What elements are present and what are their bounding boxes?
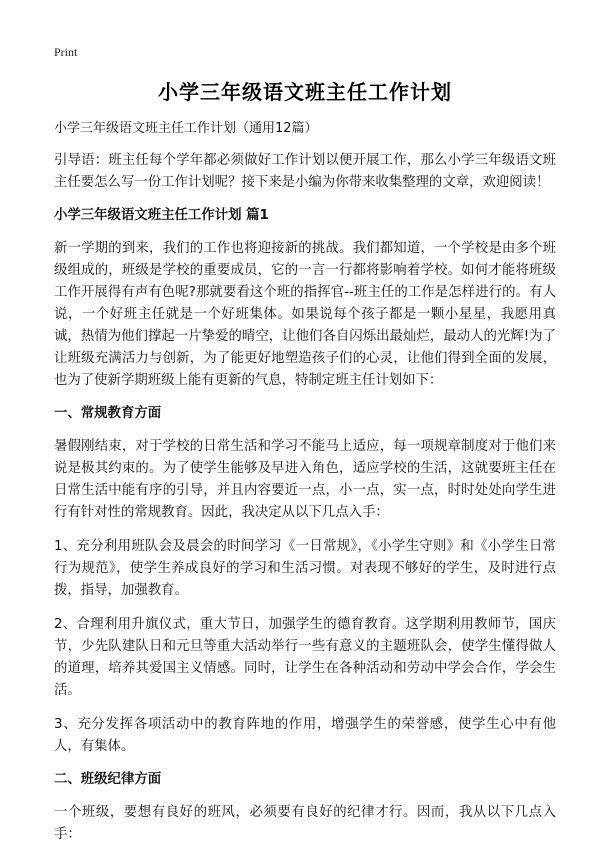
- intro-paragraph: 引导语：班主任每个学年都必须做好工作计划以便开展工作，那么小学三年级语文班主任要怎么写一份工作计划呢？接下来是小编为你带来收集整理的文章，欢迎阅读！: [54, 153, 556, 190]
- routine-item-1: 1、充分利用班队会及晨会的时间学习《一日常规》，《小学生守则》和《小学生日常行为规范》，使学生养成良好的学习和生活习惯。对表现不够好的学生，及时进行点拨，指导，加强教育。: [54, 539, 556, 598]
- section-routine-body: 暑假刚结束，对于学校的日常生活和学习不能马上适应，每一项规章制度对于他们来说是极其约束的。为了使学生能够及早进入角色，适应学校的生活，这就要班主任在日常生活中能有序的引导，并且内容要近一点，小一点，实一点，时时处处向学生进行有针对性的常规教育。因此，我决定从以下几点入手：: [54, 439, 556, 520]
- document-body: [54, 150, 556, 858]
- section-heading-routine: 一、常规教育方面: [54, 406, 162, 421]
- routine-item-3: 3、充分发挥各项活动中的教育阵地的作用，增强学生的荣誉感，使学生心中有他人，有集体。: [54, 717, 556, 754]
- document-subtitle: 小学三年级语文班主任工作计划（通用12篇）: [54, 121, 318, 136]
- document-title: 小学三年级语文班主任工作计划: [158, 80, 452, 104]
- section-heading-discipline: 二、班级纪律方面: [54, 772, 162, 787]
- article-intro-paragraph: 新一学期的到来，我们的工作也将迎接新的挑战。我们都知道，一个学校是由多个班级组成的，班级是学校的重要成员，它的一言一行都将影响着学校。如何才能将班级工作开展得有声有色呢?那就要看这个班的指挥官--班主任的工作是怎样进行的。有人说，一个好班主任就是一个好班集体。如果说每个孩子都是一颗小星星，我愿用真诚，热情为他们撑起一片挚爱的晴空，让他们各自闪烁出最灿烂，最动人的光辉!为了让班级充满活力与创新，为了能更好地塑造孩子们的心灵，让他们得到全面的发展，也为了使新学期班级上能有更新的气息，特制定班主任计划如下：: [54, 241, 556, 388]
- print-label: Print: [54, 45, 78, 59]
- article-heading: 小学三年级语文班主任工作计划 篇1: [54, 208, 269, 223]
- section-discipline-body: 一个班级，要想有良好的班风，必须要有良好的纪律才行。因而，我从以下几点入手：: [54, 805, 556, 842]
- routine-item-2: 2、合理利用升旗仪式，重大节日，加强学生的德育教育。这学期利用教师节，国庆节，少先队建队日和元旦等重大活动举行一些有意义的主题班队会，使学生懂得做人的道理，培养其爱国主义情感。同时，让学生在各种活动和劳动中学会合作，学会生活。: [54, 617, 556, 698]
